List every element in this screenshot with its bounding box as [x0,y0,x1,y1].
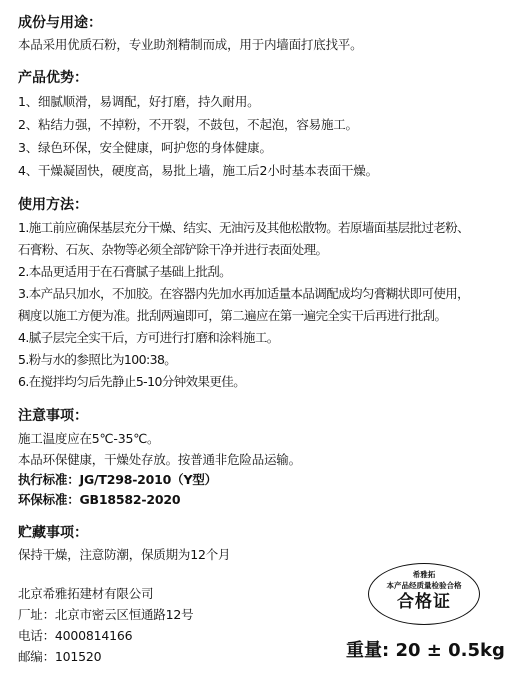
composition-heading: 成份与用途： [18,15,102,31]
note-line: 施工温度应在5℃-35℃。 [18,431,160,446]
advantage-item: 4、干燥凝固快，硬度高，易批上墙，施工后2小时基本表面干燥。 [18,163,378,178]
composition-section [18,14,493,55]
product-label [18,14,493,565]
usage-line: 4.腻子层完全实干后，方可进行打磨和涂料施工。 [18,330,279,345]
company-name: 北京希雅拓建材有限公司 [18,586,154,601]
notes-heading: 注意事项： [18,408,88,424]
advantage-item: 1、细腻顺滑，易调配，好打磨，持久耐用。 [18,94,260,109]
usage-line: 1.施工前应确保基层充分干燥、结实、无油污及其他松散物。若原墙面基层批过老粉、 [18,220,470,235]
company-phone: 电话：4000814166 [18,628,133,643]
usage-line: 稠度以施工方便为准。批刮两遍即可，第二遍应在第一遍完全实干后再进行批刮。 [18,308,447,323]
advantage-item: 3、绿色环保，安全健康，呵护您的身体健康。 [18,140,272,155]
usage-heading: 使用方法： [18,197,88,213]
stamp-title: 合格证 [397,592,451,612]
stamp-brand: 希雅拓 [412,570,436,579]
advantages-section [18,69,493,182]
usage-line: 3.本产品只加水，不加胶。在容器内先加水再加适量本品调配成均匀膏糊状即可使用， [18,286,470,301]
environmental-standard: 环保标准：GB18582-2020 [18,492,181,507]
advantages-heading: 产品优势： [18,70,88,86]
usage-list [18,217,493,393]
storage-heading: 贮藏事项： [18,525,88,541]
composition-text: 本品采用优质石粉，专业助剂精制而成，用于内墙面打底找平。 [18,37,363,52]
company-address: 厂址：北京市密云区恒通路12号 [18,607,194,622]
execution-standard: 执行标准：JG/T298-2010（Y型） [18,472,217,487]
storage-section [18,524,493,565]
usage-line: 6.在搅拌均匀后先静止5-10分钟效果更佳。 [18,374,246,389]
note-line: 本品环保健康，干燥处存放。按普通非危险品运输。 [18,452,301,467]
company-postcode: 邮编：101520 [18,649,102,664]
storage-text: 保持干燥，注意防潮，保质期为12个月 [18,547,231,562]
usage-line: 2.本品更适用于在石膏腻子基础上批刮。 [18,264,232,279]
usage-line: 5.粉与水的参照比为100:38。 [18,352,177,367]
advantage-item: 2、粘结力强，不掉粉，不开裂，不鼓包，不起泡，容易施工。 [18,117,358,132]
net-weight: 重量: 20 ± 0.5kg [346,640,505,661]
company-info [18,583,193,667]
notes-list [18,428,493,510]
stamp-line: 本产品经质量检验合格 [386,581,462,590]
usage-section [18,196,493,393]
certificate-stamp [368,563,480,625]
usage-line: 石膏粉、石灰、杂物等必须全部铲除干净并进行表面处理。 [18,242,328,257]
notes-section [18,407,493,510]
advantages-list [18,90,493,182]
